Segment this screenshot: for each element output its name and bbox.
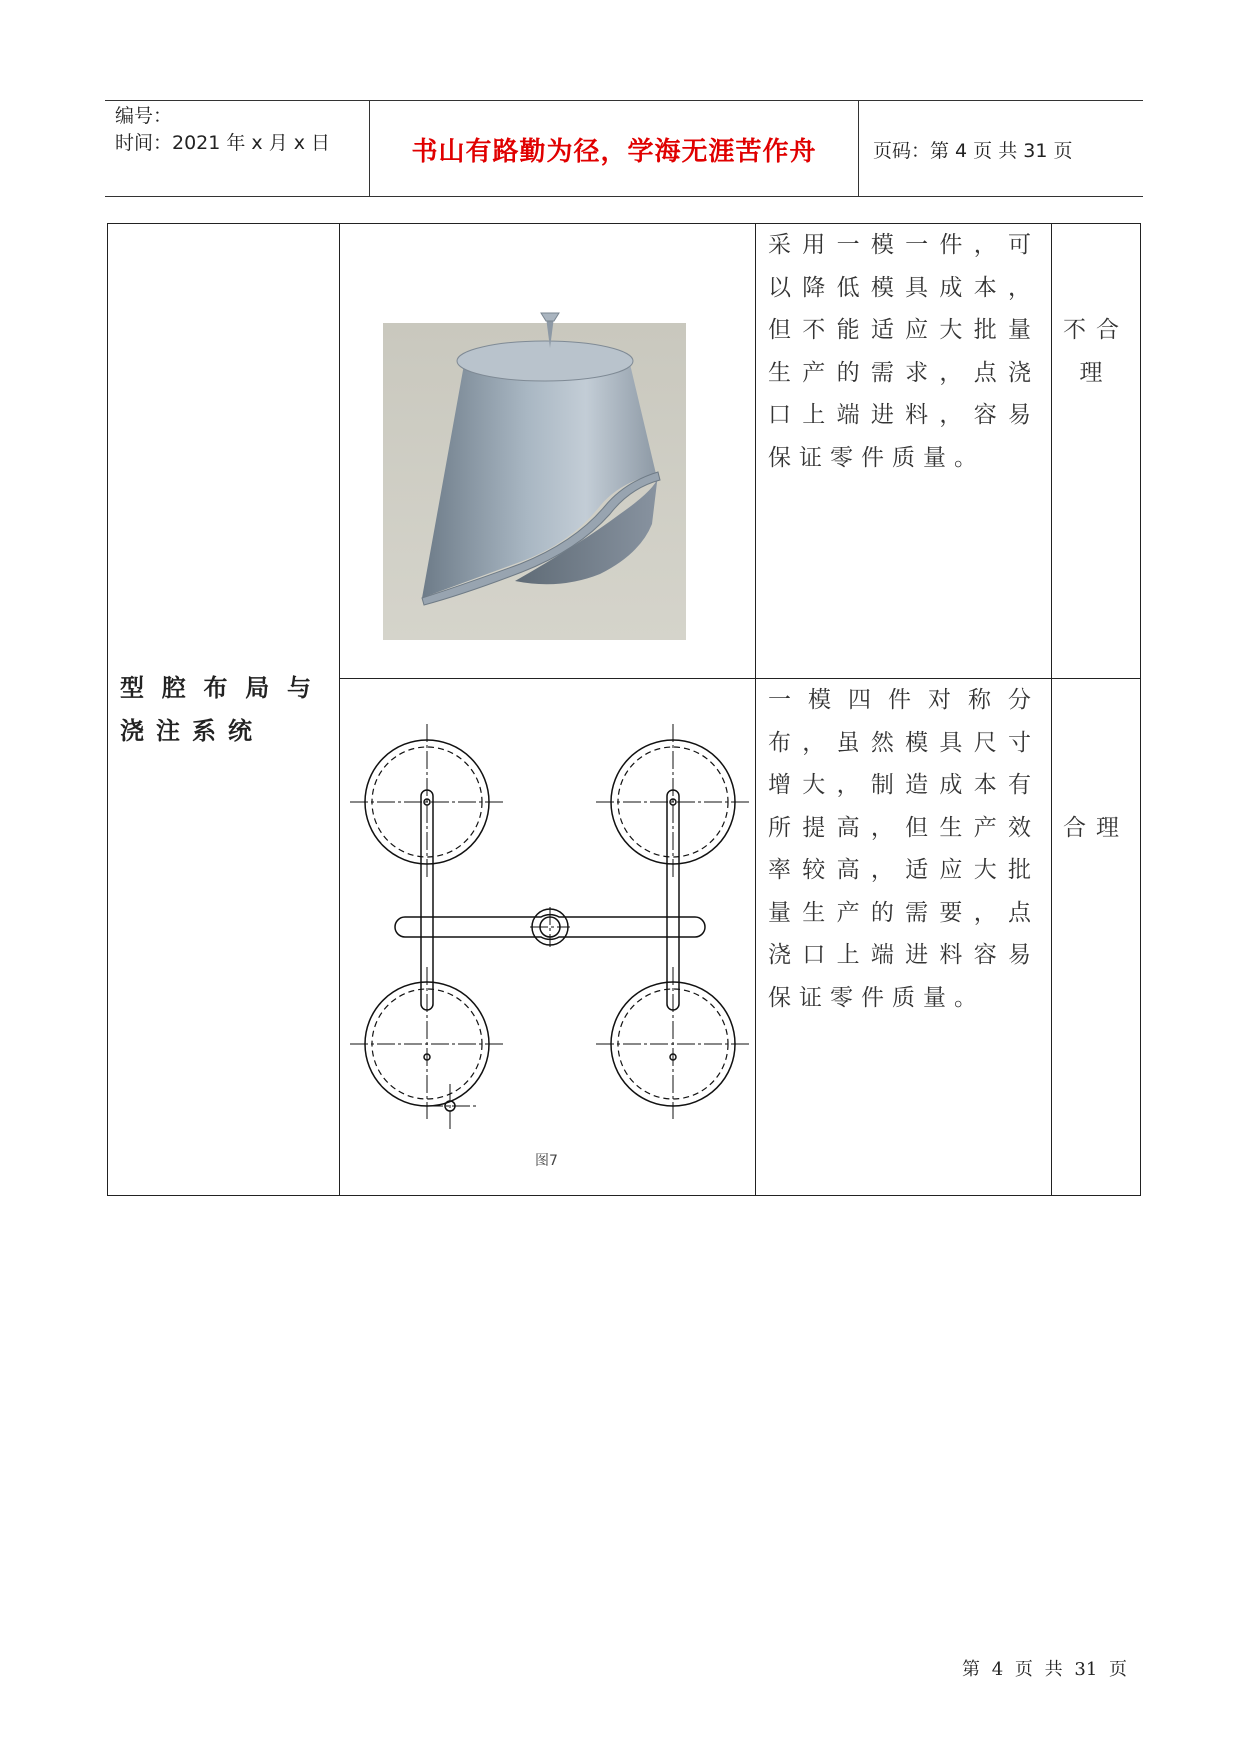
- description-cell: [756, 679, 1052, 1196]
- table-row: [108, 224, 1141, 679]
- header-page-info: 页码：第 4 页 共 31 页: [873, 140, 1073, 162]
- page-footer: 第 4 页 共 31 页: [962, 1659, 1127, 1680]
- image-cell: [340, 679, 756, 1196]
- header-divider: [858, 101, 859, 196]
- header-meta: [115, 103, 330, 157]
- header-motto: 书山有路勤为径，学海无涯苦作舟: [411, 137, 817, 167]
- category-label: 型腔布局与浇注系统: [120, 673, 323, 745]
- description-cell: [756, 224, 1052, 679]
- image-cell: [340, 224, 756, 679]
- serial-number-label: 编号：: [115, 105, 173, 127]
- figure-caption: 图7: [535, 1153, 558, 1169]
- description-text: 采用一模一件，可以降低模具成本，但不能适应大批量生产的需求，点浇口上端进料，容易保证零件质量。: [768, 232, 1039, 471]
- page-header: [105, 100, 1143, 197]
- description-text: 一模四件对称分布，虽然模具尺寸增大，制造成本有所提高，但生产效率较高，适应大批量生产的需要，点浇口上端进料容易保证零件质量。: [768, 687, 1039, 1011]
- four-cavity-layout-drawing: [340, 679, 754, 1191]
- verdict-cell: [1052, 224, 1141, 679]
- verdict-text: 合理: [1063, 815, 1129, 841]
- evaluation-table: [107, 223, 1141, 1196]
- category-cell: [108, 224, 340, 1196]
- single-cavity-part-render: [340, 224, 754, 674]
- date-label: 时间：2021 年 x 月 x 日: [115, 132, 331, 154]
- verdict-cell: [1052, 679, 1141, 1196]
- verdict-text: 不合理: [1063, 317, 1129, 386]
